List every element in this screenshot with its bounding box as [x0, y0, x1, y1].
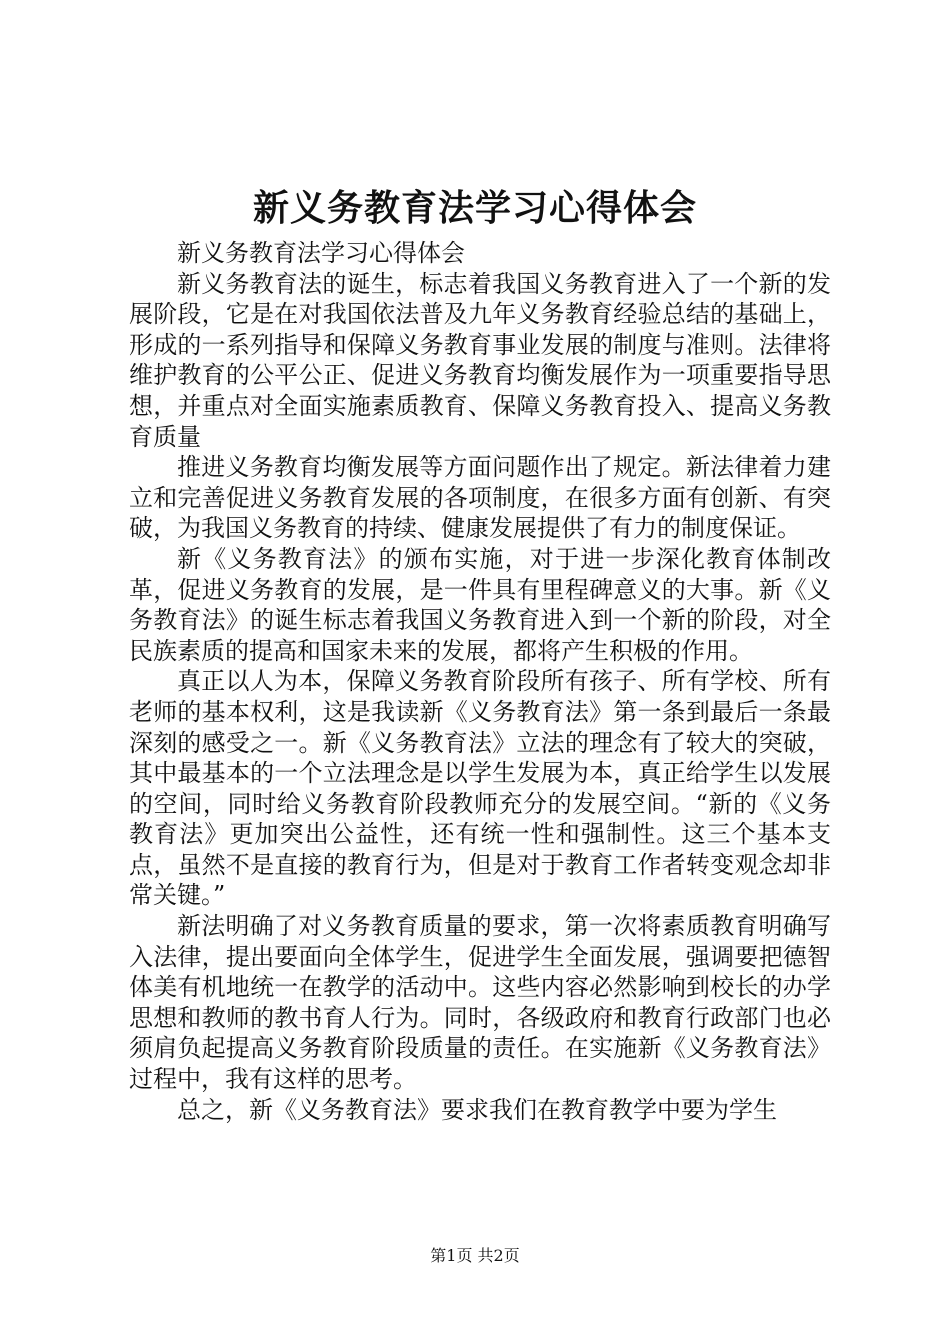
paragraph: 新义务教育法学习心得体会: [177, 239, 465, 267]
document-body: [129, 238, 831, 1125]
page-number-footer: 第1页 共2页: [430, 1246, 520, 1265]
document-title: 新义务教育法学习心得体会: [252, 187, 697, 229]
paragraph: 新义务教育法的诞生，标志着我国义务教育进入了一个新的发展阶段，它是在对我国依法普及九年义务教育经验总结的基础上，形成的一系列指导和保障义务教育事业发展的制度与准则。法律将维护教育的公平公正、促进义务教育均衡发展作为一项重要指导思想，并重点对全面实施素质教育、保障义务教育投入、提高义务教育质量: [129, 269, 831, 451]
paragraph: 总之，新《义务教育法》要求我们在教育教学中要为学生: [177, 1095, 777, 1124]
paragraph: 新《义务教育法》的颁布实施，对于进一步深化教育体制改革，促进义务教育的发展，是一件具有里程碑意义的大事。新《义务教育法》的诞生标志着我国义务教育进入到一个新的阶段，对全民族素质的提高和国家未来的发展，都将产生积极的作用。: [129, 544, 831, 665]
paragraph: 新法明确了对义务教育质量的要求，第一次将素质教育明确写入法律，提出要面向全体学生，促进学生全面发展，强调要把德智体美有机地统一在教学的活动中。这些内容必然影响到校长的办学思想和教师的教书育人行为。同时，各级政府和教育行政部门也必须肩负起提高义务教育阶段质量的责任。在实施新《义务教育法》过程中，我有这样的思考。: [129, 912, 831, 1094]
paragraph: 真正以人为本，保障义务教育阶段所有孩子、所有学校、所有老师的基本权利，这是我读新《义务教育法》第一条到最后一条最深刻的感受之一。新《义务教育法》立法的理念有了较大的突破，其中最基本的一个立法理念是以学生发展为本，真正给学生以发展的空间，同时给义务教育阶段教师充分的发展空间。“新的《义务教育法》更加突出公益性，还有统一性和强制性。这三个基本支点，虽然不是直接的教育行为，但是对于教育工作者转变观念却非常关键。”: [129, 667, 831, 910]
paragraph: 推进义务教育均衡发展等方面问题作出了规定。新法律着力建立和完善促进义务教育发展的各项制度，在很多方面有创新、有突破，为我国义务教育的持续、健康发展提供了有力的制度保证。: [129, 453, 831, 543]
